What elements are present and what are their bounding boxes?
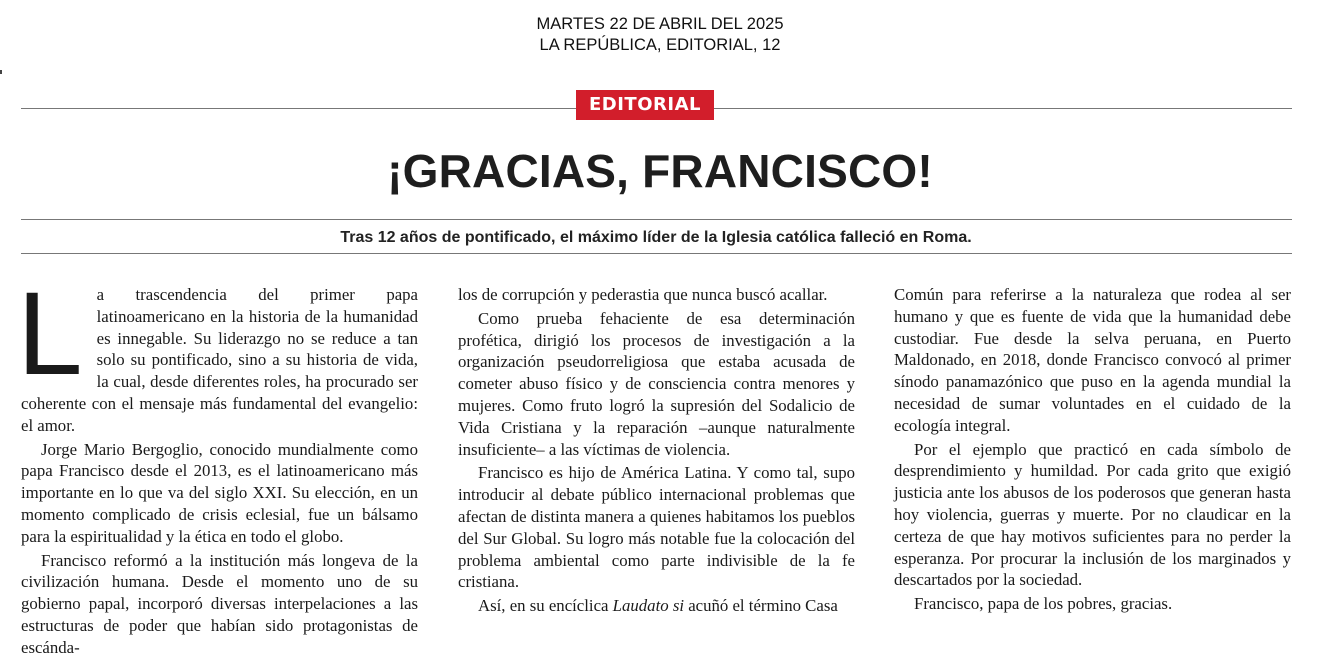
page-title: ¡GRACIAS, FRANCISCO! (387, 145, 933, 197)
paragraph: Francisco reformó a la institución más longeva de la civilización humana. Desde el momento uno de su gobierno papal, incorporó diversas interpelaciones a las estructuras de poder que habían sido protagonistas de escánda- (21, 550, 418, 657)
paragraph (458, 595, 855, 617)
deck-subtitle: Tras 12 años de pontificado, el máximo líder de la Iglesia católica falleció en Roma. (340, 229, 972, 246)
encyclical-title: Laudato si (612, 596, 685, 616)
paragraph-text: Así, en su encíclica (478, 596, 613, 616)
paragraph: Común para referirse a la naturaleza que rodea al ser humano y que es fuente de vida que la humanidad debe custodiar. Fue desde la selva peruana, en Puerto Maldonado, en 2018, donde Francisco convocó al primer sínodo panamazónico que puso en la agenda mundial la necesidad de sumar voluntades en el cuidado de la ecología integral. (894, 285, 1291, 435)
paragraph: Francisco, papa de los pobres, gracias. (914, 594, 1173, 614)
article-column-2 (458, 284, 855, 617)
article-column-1 (17, 268, 418, 659)
paragraph: Por el ejemplo que practicó en cada símbolo de desprendimiento y humildad. Por cada grito que exigió justicia ante los abusos de los poderosos que generan hasta hoy violencia, guerras y muerte. Por no claudicar en la certeza de que hay motivos suficientes para no perder la esperanza. Por procurar la inclusión de los marginados y descartados por la sociedad. (894, 439, 1291, 590)
date-line: MARTES 22 DE ABRIL DEL 2025 (536, 15, 784, 33)
deck-top-rule (21, 219, 1292, 220)
paragraph (17, 268, 418, 437)
paragraph: los de corrupción y pederastia que nunca buscó acallar. (458, 285, 828, 304)
article-column-3 (894, 284, 1291, 615)
paragraph: Como prueba fehaciente de esa determinación profética, dirigió los procesos de investigación a la organización pseudorreligiosa que estaba acusada de cometer abuso físico y de consciencia contra menores y mujeres. Como fruto logró la supresión del Sodalicio de Vida Cristiana y la reparación –aunque naturalmente insuficiente– a las víctimas de violencia. (458, 308, 855, 459)
drop-cap: L (17, 268, 83, 400)
paragraph: Francisco es hijo de América Latina. Y como tal, supo introducir al debate público internacional problemas que afectan de distinta manera a quienes habitamos los pueblos del Sur Global. Su logro más notable fue la colocación del problema ambiental como parte indivisible de la fe cristiana. (458, 463, 855, 592)
paragraph-text: a trascendencia del primer papa latinoamericano en la historia de la humanidad es innegable. Su liderazgo no se reduce a tan solo su pontificado, sino a su historia de vida, la cual, desde diferentes roles, ha procurado ser coherente con el mensaje más fundamental del evangelio: el amor. (21, 285, 418, 435)
paragraph: Jorge Mario Bergoglio, conocido mundialmente como papa Francisco desde el 2013, es el latinoamericano más importante en lo que va del siglo XXI. Su elección, en un momento complicado de crisis eclesial, fue un bálsamo para la espiritualidad y la ética en todo el globo. (21, 439, 418, 546)
paragraph-text: acuñó el término Casa (684, 596, 838, 616)
deck-bottom-rule (21, 253, 1292, 254)
page-edge-mark (0, 70, 2, 74)
dateline (0, 14, 1320, 56)
publication-line: LA REPÚBLICA, EDITORIAL, 12 (539, 36, 781, 54)
section-badge: EDITORIAL (576, 90, 714, 120)
